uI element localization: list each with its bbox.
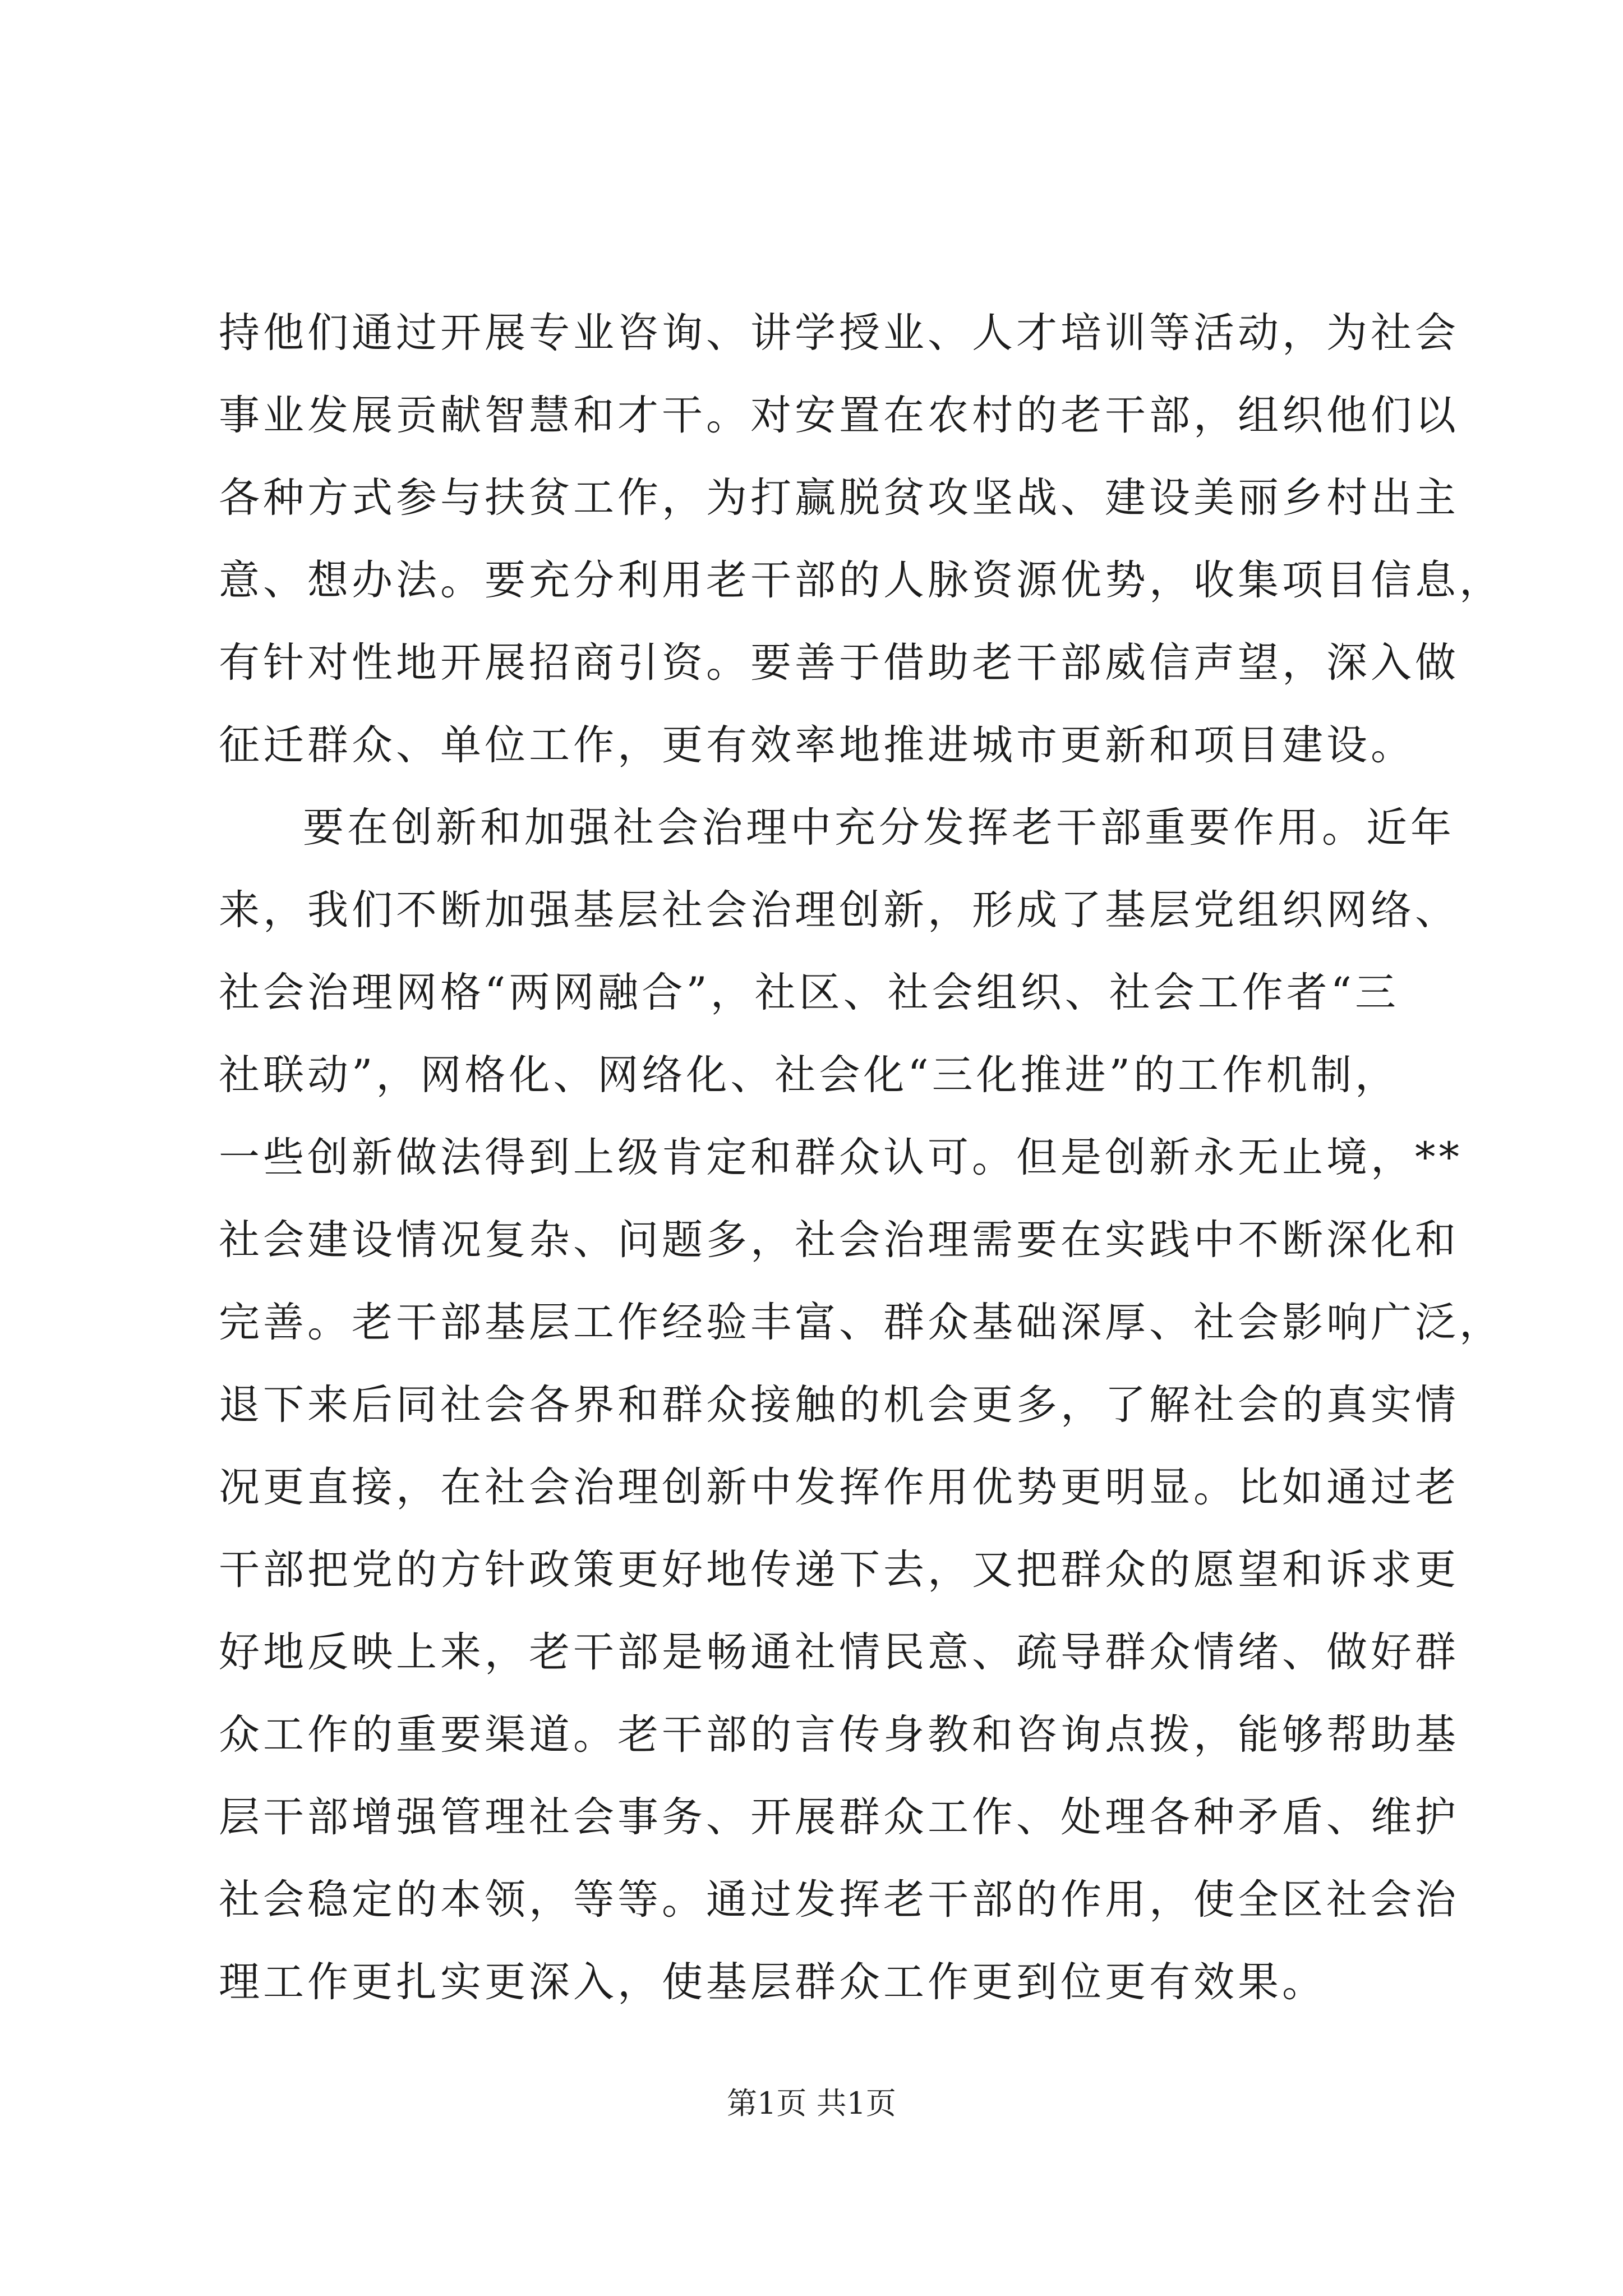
text-line: 况更直接，在社会治理创新中发挥作用优势更明显。比如通过老 <box>219 1464 1459 1511</box>
text-line: 理工作更扎实更深入，使基层群众工作更到位更有效果。 <box>219 1958 1326 2006</box>
text-line: 意、想办法。要充分利用老干部的人脉资源优势，收集项目信息， <box>219 556 1504 604</box>
page-footer: 第1页 共1页 <box>727 2086 896 2121</box>
text-line: 社联动”，网格化、网络化、社会化“三化推进”的工作机制， <box>219 1051 1399 1099</box>
text-line: 一些创新做法得到上级肯定和群众认可。但是创新永无止境，** <box>219 1134 1463 1181</box>
text-line: 干部把党的方针政策更好地传递下去，又把群众的愿望和诉求更 <box>219 1546 1459 1594</box>
text-line: 社会治理网格“两网融合”，社区、社会组织、社会工作者“三 <box>219 969 1399 1016</box>
text-line: 社会建设情况复杂、问题多，社会治理需要在实践中不断深化和 <box>219 1216 1459 1264</box>
document-body <box>219 292 1504 2023</box>
text-line: 要在创新和加强社会治理中充分发挥老干部重要作用。近年 <box>303 804 1455 852</box>
text-line: 有针对性地开展招商引资。要善于借助老干部威信声望，深入做 <box>219 639 1459 687</box>
paragraph-2 <box>219 786 1504 2023</box>
text-line: 各种方式参与扶贫工作，为打赢脱贫攻坚战、建设美丽乡村出主 <box>219 474 1459 522</box>
text-line: 退下来后同社会各界和群众接触的机会更多，了解社会的真实情 <box>219 1381 1459 1429</box>
text-line: 持他们通过开展专业咨询、讲学授业、人才培训等活动，为社会 <box>219 309 1459 357</box>
text-line: 事业发展贡献智慧和才干。对安置在农村的老干部，组织他们以 <box>219 392 1459 439</box>
text-line: 征迁群众、单位工作，更有效率地推进城市更新和项目建设。 <box>219 721 1415 769</box>
text-line: 层干部增强管理社会事务、开展群众工作、处理各种矛盾、维护 <box>219 1793 1459 1841</box>
paragraph-1 <box>219 292 1504 786</box>
text-line: 社会稳定的本领，等等。通过发挥老干部的作用，使全区社会治 <box>219 1876 1459 1924</box>
text-line: 好地反映上来，老干部是畅通社情民意、疏导群众情绪、做好群 <box>219 1628 1459 1676</box>
text-line: 来，我们不断加强基层社会治理创新，形成了基层党组织网络、 <box>219 886 1459 934</box>
text-line: 众工作的重要渠道。老干部的言传身教和咨询点拨，能够帮助基 <box>219 1711 1459 1759</box>
text-line: 完善。老干部基层工作经验丰富、群众基础深厚、社会影响广泛， <box>219 1299 1504 1346</box>
